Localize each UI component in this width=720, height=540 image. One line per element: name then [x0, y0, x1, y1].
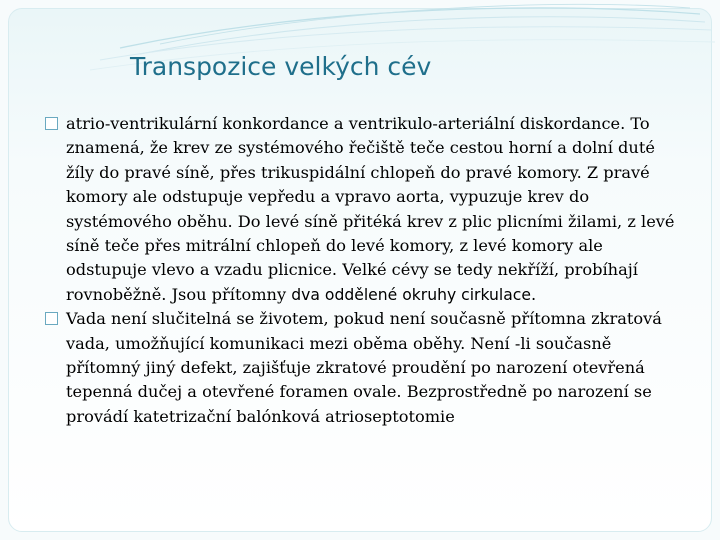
paragraph-transposition-description — [44, 112, 686, 307]
paragraph-lead: atrio-ventrikulární konkordance a ventrikulo-arteriální diskordance — [66, 114, 621, 133]
paragraph-viability — [44, 307, 686, 429]
paragraph-tail: . — [530, 284, 537, 304]
slide-title: Transpozice velkých cév — [130, 52, 432, 81]
square-bullet-icon — [45, 117, 58, 130]
paragraph-emphasis: dva oddělené okruhy cirkulace — [291, 285, 531, 304]
slide-content — [44, 112, 686, 429]
paragraph-text: Vada není slučitelná se životem, pokud není současně přítomna zkratová vada, umožňující komunikaci mezi oběma oběhy. Není -li současně přítomný jiný defekt, zajišťuje zkratové proudění po narození otevřená tepenná dučej a otevřené foramen ovale. Bezprostředně po narození se provádí katetrizační balónková atrioseptotomie — [66, 309, 662, 426]
paragraph-body: . To znamená, že krev ze systémového řečiště teče cestou horní a dolní duté žíly do pravé síně, přes trikuspidální chlopeň do pravé komory. Z pravé komory ale odstupuje vepředu a vpravo aorta, vypuzuje krev do systémového oběhu. Do levé síně přitéká krev z plic plicními žilami, z levé síně teče přes mitrální chlopeň do levé komory, z levé komory ale odstupuje vlevo a vzadu plicnice. Velké cévy se tedy nekříží, probíhají rovnoběžně. Jsou přítomny — [66, 114, 675, 304]
square-bullet-icon — [45, 312, 58, 325]
